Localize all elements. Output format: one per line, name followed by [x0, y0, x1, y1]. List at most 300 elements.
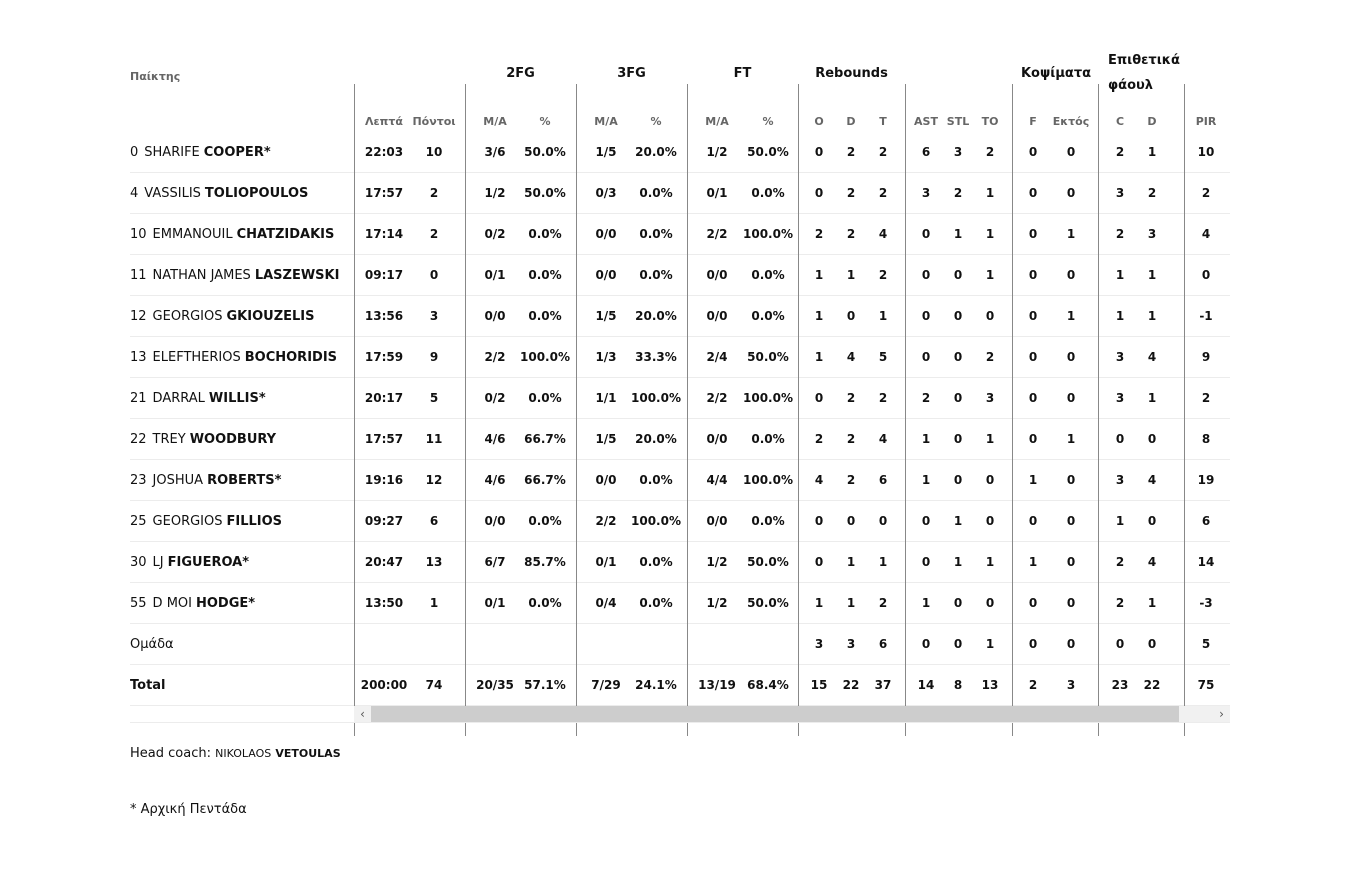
stat-ft-made-attempted: 0/0: [706, 309, 728, 323]
stat-turnovers: 2: [985, 145, 995, 159]
stat-fg2-made-attempted: 3/6: [484, 145, 506, 159]
stat-fg2-percent: 85.7%: [524, 555, 566, 569]
stat-steals: 0: [953, 268, 963, 282]
player-first-name: GEORGIOS: [152, 513, 223, 529]
stat-blocks-against: 0: [1066, 514, 1076, 528]
column-header-ft-made-attempted: M/A: [705, 115, 729, 128]
player-name[interactable]: [130, 583, 255, 623]
stat-fouls-drawn: 1: [1147, 268, 1157, 282]
stat-assists: 0: [921, 555, 931, 569]
stat-blocks-for: 0: [1028, 514, 1038, 528]
stat-fg3-percent: 100.0%: [631, 514, 681, 528]
stat-reb-total: 0: [878, 514, 888, 528]
stat-fouls-drawn: 22: [1143, 678, 1161, 692]
stat-fg2-made-attempted: 0/1: [484, 596, 506, 610]
player-row: [130, 255, 1230, 296]
stat-blocks-for: 1: [1028, 473, 1038, 487]
stat-minutes: 22:03: [364, 145, 404, 159]
stat-fg2-percent: 0.0%: [528, 268, 562, 282]
stat-fg3-made-attempted: 0/3: [595, 186, 617, 200]
column-header-reb-offensive: O: [814, 115, 824, 128]
stat-steals: 0: [953, 473, 963, 487]
column-divider: [1184, 84, 1185, 736]
stat-steals: 0: [953, 432, 963, 446]
stat-reb-offensive: 0: [814, 186, 824, 200]
stat-fouls-drawn: 3: [1147, 227, 1157, 241]
stat-fouls-drawn: 0: [1147, 637, 1157, 651]
stat-assists: 0: [921, 309, 931, 323]
stat-fouls-committed: 1: [1115, 514, 1125, 528]
stat-ft-percent: 50.0%: [747, 350, 789, 364]
stat-blocks-for: 0: [1028, 596, 1038, 610]
column-divider: [354, 84, 355, 736]
stat-steals: 0: [953, 596, 963, 610]
player-row: [130, 460, 1230, 501]
stat-reb-defensive: 1: [846, 555, 856, 569]
stat-turnovers: 1: [985, 555, 995, 569]
column-header-fouls-committed: C: [1115, 115, 1125, 128]
player-name[interactable]: [130, 378, 266, 418]
player-number: 25: [130, 513, 147, 529]
stat-reb-total: 2: [878, 596, 888, 610]
stat-ft-made-attempted: 13/19: [698, 678, 736, 692]
stat-fouls-committed: 2: [1115, 596, 1125, 610]
stat-points: 6: [429, 514, 439, 528]
stat-fouls-committed: 3: [1115, 473, 1125, 487]
player-name[interactable]: [130, 255, 339, 295]
stat-ft-made-attempted: 0/1: [706, 186, 728, 200]
player-last-name: TOLIOPOULOS: [204, 185, 309, 201]
stat-fouls-drawn: 4: [1147, 473, 1157, 487]
group-blocks: Κοψίματα: [1020, 65, 1092, 81]
column-header-fg3-made-attempted: M/A: [594, 115, 618, 128]
player-first-name: GEORGIOS: [152, 308, 223, 324]
stat-fouls-drawn: 1: [1147, 596, 1157, 610]
column-header-blocks-against: Εκτός: [1052, 115, 1090, 128]
player-last-name: GKIOUZELIS: [226, 308, 315, 324]
player-last-name: FIGUEROA*: [167, 554, 250, 570]
column-divider: [576, 84, 577, 736]
stat-blocks-for: 0: [1028, 637, 1038, 651]
stat-minutes: 13:50: [364, 596, 404, 610]
table-bottom-divider: [130, 722, 1230, 723]
player-row: [130, 173, 1230, 214]
player-row: [130, 583, 1230, 624]
stat-ft-made-attempted: 0/0: [706, 514, 728, 528]
stat-ft-percent: 50.0%: [747, 596, 789, 610]
stat-blocks-for: 0: [1028, 268, 1038, 282]
player-last-name: LASZEWSKI: [254, 267, 340, 283]
stat-points: [404, 624, 464, 664]
total-label: Total: [130, 677, 166, 693]
stat-fouls-committed: 2: [1115, 227, 1125, 241]
stat-blocks-against: 0: [1066, 350, 1076, 364]
stat-ft-made-attempted: 2/2: [706, 391, 728, 405]
stat-turnovers: 13: [981, 678, 999, 692]
team-row: [130, 624, 1230, 665]
stat-minutes: 13:56: [364, 309, 404, 323]
player-first-name: VASSILIS: [144, 185, 201, 201]
stat-turnovers: 1: [985, 186, 995, 200]
stat-fg3-percent: 20.0%: [635, 432, 677, 446]
player-name[interactable]: [130, 173, 308, 213]
player-last-name: CHATZIDAKIS: [236, 226, 335, 242]
player-first-name: DARRAL: [152, 390, 205, 406]
stat-ft-made-attempted: 1/2: [706, 596, 728, 610]
stat-fg3-percent: [626, 624, 686, 664]
stat-reb-defensive: 2: [846, 145, 856, 159]
stat-turnovers: 0: [985, 473, 995, 487]
stat-steals: 0: [953, 309, 963, 323]
stat-assists: 0: [921, 268, 931, 282]
stat-reb-total: 6: [878, 637, 888, 651]
stat-assists: 2: [921, 391, 931, 405]
stat-points: 12: [425, 473, 443, 487]
stat-points: 0: [429, 268, 439, 282]
column-divider: [798, 84, 799, 736]
player-row: [130, 501, 1230, 542]
stat-points: 11: [425, 432, 443, 446]
stat-pir: 14: [1197, 555, 1215, 569]
column-header-minutes: Λεπτά: [365, 115, 403, 128]
stat-reb-defensive: 22: [842, 678, 860, 692]
player-number: 12: [130, 308, 147, 324]
stat-blocks-against: 1: [1066, 227, 1076, 241]
column-divider: [1012, 84, 1013, 736]
stat-blocks-against: 0: [1066, 555, 1076, 569]
stat-fg2-percent: 0.0%: [528, 596, 562, 610]
stat-reb-offensive: 15: [810, 678, 828, 692]
stat-points: 2: [429, 227, 439, 241]
stat-assists: 1: [921, 473, 931, 487]
stat-fg3-percent: 33.3%: [635, 350, 677, 364]
stat-blocks-for: 0: [1028, 186, 1038, 200]
stat-fg2-percent: 66.7%: [524, 432, 566, 446]
stat-reb-total: 4: [878, 227, 888, 241]
stat-fg2-made-attempted: 4/6: [484, 473, 506, 487]
stat-minutes: 17:57: [364, 432, 404, 446]
stat-fg2-made-attempted: 2/2: [484, 350, 506, 364]
stat-pir: 2: [1201, 186, 1211, 200]
stat-fg3-made-attempted: 1/3: [595, 350, 617, 364]
column-header-ft-percent: %: [762, 115, 774, 128]
player-name[interactable]: [130, 542, 249, 582]
player-row: [130, 337, 1230, 378]
stat-blocks-for: 1: [1028, 555, 1038, 569]
player-row: [130, 419, 1230, 460]
stat-fg3-percent: 20.0%: [635, 145, 677, 159]
stat-reb-total: 1: [878, 309, 888, 323]
player-last-name: HODGE*: [195, 595, 256, 611]
stat-blocks-for: 0: [1028, 227, 1038, 241]
player-first-name: SHARIFE: [144, 144, 200, 160]
stat-steals: 0: [953, 391, 963, 405]
stat-points: 10: [425, 145, 443, 159]
player-last-name: BOCHORIDIS: [244, 349, 338, 365]
stat-reb-offensive: 0: [814, 555, 824, 569]
stat-minutes: 17:14: [364, 227, 404, 241]
player-row: [130, 296, 1230, 337]
stat-fg2-made-attempted: 0/0: [484, 309, 506, 323]
column-header-players: Παίκτης: [130, 70, 181, 83]
stat-blocks-against: 1: [1066, 432, 1076, 446]
stat-reb-total: 4: [878, 432, 888, 446]
stat-pir: 9: [1201, 350, 1211, 364]
total-row: [130, 665, 1230, 706]
stat-reb-offensive: 1: [814, 309, 824, 323]
stat-fg2-made-attempted: 0/1: [484, 268, 506, 282]
stat-ft-percent: 0.0%: [751, 268, 785, 282]
stat-blocks-against: 0: [1066, 268, 1076, 282]
player-name[interactable]: [130, 296, 314, 336]
stat-assists: 0: [921, 637, 931, 651]
stat-reb-defensive: 2: [846, 473, 856, 487]
stat-pir: 4: [1201, 227, 1211, 241]
stat-fouls-committed: 2: [1115, 555, 1125, 569]
stat-ft-made-attempted: 0/0: [706, 268, 728, 282]
column-header-fg2-made-attempted: M/A: [483, 115, 507, 128]
stat-pir: 75: [1197, 678, 1215, 692]
stat-fouls-drawn: 0: [1147, 432, 1157, 446]
stat-fg3-percent: 0.0%: [639, 555, 673, 569]
stat-fg2-made-attempted: 6/7: [484, 555, 506, 569]
stat-points: 74: [425, 678, 443, 692]
team-label: Ομάδα: [130, 636, 174, 652]
column-header-fg3-percent: %: [650, 115, 662, 128]
stat-reb-total: 5: [878, 350, 888, 364]
stat-fouls-committed: 2: [1115, 145, 1125, 159]
boxscore-table: [130, 50, 1230, 721]
group-2fg: 2FG: [506, 65, 535, 81]
player-first-name: LJ: [152, 554, 164, 570]
stat-reb-offensive: 2: [814, 227, 824, 241]
player-row: [130, 542, 1230, 583]
stat-reb-offensive: 4: [814, 473, 824, 487]
player-name[interactable]: [130, 419, 276, 459]
scroll-right-icon[interactable]: ›: [1219, 707, 1224, 721]
player-name[interactable]: [130, 501, 282, 541]
stat-reb-total: 2: [878, 268, 888, 282]
stat-reb-offensive: 0: [814, 391, 824, 405]
stat-reb-total: 1: [878, 555, 888, 569]
column-header-steals: STL: [946, 115, 970, 128]
stat-ft-made-attempted: 0/0: [706, 432, 728, 446]
stat-fouls-committed: 0: [1115, 637, 1125, 651]
column-header-points: Πόντοι: [412, 115, 456, 128]
stat-steals: 2: [953, 186, 963, 200]
stat-fouls-committed: 23: [1111, 678, 1129, 692]
stat-steals: 3: [953, 145, 963, 159]
stat-fouls-committed: 1: [1115, 268, 1125, 282]
stat-reb-defensive: 2: [846, 186, 856, 200]
player-number: 23: [130, 472, 147, 488]
group-3fg: 3FG: [617, 65, 646, 81]
column-header-blocks-for: F: [1029, 115, 1037, 128]
player-first-name: JOSHUA: [152, 472, 204, 488]
stat-reb-offensive: 2: [814, 432, 824, 446]
group-header-row: [130, 50, 1230, 96]
coach-last-name: VETOULAS: [275, 747, 341, 760]
head-coach: [130, 746, 341, 761]
stat-fg2-made-attempted: 20/35: [476, 678, 514, 692]
stat-reb-defensive: 0: [846, 514, 856, 528]
stat-fg2-made-attempted: 0/2: [484, 227, 506, 241]
player-row: [130, 214, 1230, 255]
stat-fg3-made-attempted: 1/5: [595, 432, 617, 446]
player-name[interactable]: [130, 214, 334, 254]
stat-fouls-committed: 1: [1115, 309, 1125, 323]
stat-blocks-for: 0: [1028, 145, 1038, 159]
stat-fg3-percent: 20.0%: [635, 309, 677, 323]
stat-fg3-percent: 0.0%: [639, 268, 673, 282]
stat-assists: 0: [921, 350, 931, 364]
player-number: 22: [130, 431, 147, 447]
stat-fouls-drawn: 2: [1147, 186, 1157, 200]
stat-fg3-made-attempted: 1/5: [595, 145, 617, 159]
stat-blocks-against: 0: [1066, 473, 1076, 487]
player-row: [130, 378, 1230, 419]
player-number: 55: [130, 595, 147, 611]
stat-fouls-drawn: 1: [1147, 391, 1157, 405]
stat-pir: -1: [1199, 309, 1213, 323]
stat-reb-defensive: 2: [846, 227, 856, 241]
player-first-name: TREY: [152, 431, 186, 447]
coach-label: Head coach:: [130, 746, 211, 761]
stat-assists: 1: [921, 596, 931, 610]
stat-points: 1: [429, 596, 439, 610]
stat-assists: 0: [921, 514, 931, 528]
stat-turnovers: 1: [985, 227, 995, 241]
player-number: 21: [130, 390, 147, 406]
stat-turnovers: 3: [985, 391, 995, 405]
stat-ft-percent: 0.0%: [751, 186, 785, 200]
column-header-reb-total: T: [879, 115, 887, 128]
stat-reb-defensive: 2: [846, 432, 856, 446]
stat-turnovers: 1: [985, 432, 995, 446]
stat-fg2-percent: 0.0%: [528, 514, 562, 528]
stat-fg3-percent: 0.0%: [639, 186, 673, 200]
stat-fouls-drawn: 4: [1147, 350, 1157, 364]
stat-minutes: 200:00: [360, 678, 408, 692]
player-number: 4: [130, 185, 139, 201]
stat-pir: -3: [1199, 596, 1213, 610]
stat-reb-total: 6: [878, 473, 888, 487]
group-offensive-fouls: [1098, 50, 1194, 96]
stat-points: 13: [425, 555, 443, 569]
stat-turnovers: 2: [985, 350, 995, 364]
stat-reb-offensive: 1: [814, 268, 824, 282]
stat-fg2-percent: 0.0%: [528, 227, 562, 241]
stat-fg3-percent: 0.0%: [639, 473, 673, 487]
stat-ft-percent: 100.0%: [743, 391, 793, 405]
stat-steals: 1: [953, 514, 963, 528]
stat-ft-made-attempted: 2/4: [706, 350, 728, 364]
stat-pir: 10: [1197, 145, 1215, 159]
stat-turnovers: 1: [985, 637, 995, 651]
stat-blocks-for: 0: [1028, 432, 1038, 446]
group-fouls-line2: φάουλ: [1108, 78, 1154, 93]
column-header-turnovers: TO: [981, 115, 999, 128]
stat-ft-percent: 0.0%: [751, 514, 785, 528]
stat-ft-percent: 100.0%: [743, 227, 793, 241]
player-first-name: EMMANOUIL: [152, 226, 233, 242]
stat-reb-offensive: 1: [814, 596, 824, 610]
stat-fouls-drawn: 4: [1147, 555, 1157, 569]
horizontal-scrollbar[interactable]: [354, 706, 1230, 722]
stat-reb-defensive: 3: [846, 637, 856, 651]
stat-blocks-for: 0: [1028, 309, 1038, 323]
stat-points: 9: [429, 350, 439, 364]
column-divider: [905, 84, 906, 736]
stat-fg2-percent: 50.0%: [524, 186, 566, 200]
stat-turnovers: 0: [985, 596, 995, 610]
stat-assists: 0: [921, 227, 931, 241]
stat-pir: 5: [1201, 637, 1211, 651]
stat-fg3-made-attempted: 0/1: [595, 555, 617, 569]
player-name[interactable]: [130, 132, 271, 172]
column-divider: [1098, 84, 1099, 736]
player-name[interactable]: [130, 460, 281, 500]
player-number: 13: [130, 349, 147, 365]
stat-ft-made-attempted: 1/2: [706, 555, 728, 569]
stat-steals: 0: [953, 350, 963, 364]
stat-ft-percent: 0.0%: [751, 309, 785, 323]
stat-steals: 1: [953, 227, 963, 241]
stat-fg3-made-attempted: 1/5: [595, 309, 617, 323]
stat-blocks-for: 0: [1028, 350, 1038, 364]
stat-blocks-against: 0: [1066, 596, 1076, 610]
stat-points: 2: [429, 186, 439, 200]
stat-fg2-made-attempted: 1/2: [484, 186, 506, 200]
stat-turnovers: 1: [985, 268, 995, 282]
stat-minutes: 17:57: [364, 186, 404, 200]
player-name[interactable]: [130, 337, 337, 377]
column-divider: [687, 84, 688, 736]
stat-minutes: 09:17: [364, 268, 404, 282]
column-header-pir: PIR: [1195, 115, 1217, 128]
player-number: 30: [130, 554, 147, 570]
player-last-name: COOPER*: [203, 144, 271, 160]
group-ft: FT: [733, 65, 752, 81]
stat-blocks-against: 0: [1066, 186, 1076, 200]
stat-fg3-made-attempted: 0/4: [595, 596, 617, 610]
stat-minutes: 09:27: [364, 514, 404, 528]
column-divider: [465, 84, 466, 736]
stat-fg2-made-attempted: 0/2: [484, 391, 506, 405]
stat-fg3-made-attempted: 0/0: [595, 227, 617, 241]
stat-turnovers: 0: [985, 309, 995, 323]
stat-blocks-against: 3: [1066, 678, 1076, 692]
stat-minutes: 20:47: [364, 555, 404, 569]
stat-fg2-percent: 66.7%: [524, 473, 566, 487]
stat-pir: 2: [1201, 391, 1211, 405]
stat-reb-offensive: 1: [814, 350, 824, 364]
scrollbar-thumb[interactable]: [371, 706, 1179, 722]
scroll-left-icon[interactable]: ‹: [360, 707, 365, 721]
stat-pir: 8: [1201, 432, 1211, 446]
stat-steals: 1: [953, 555, 963, 569]
stat-fouls-drawn: 1: [1147, 309, 1157, 323]
stat-blocks-for: 2: [1028, 678, 1038, 692]
stat-reb-total: 2: [878, 186, 888, 200]
stat-reb-defensive: 2: [846, 391, 856, 405]
stat-fg3-made-attempted: 7/29: [591, 678, 621, 692]
player-first-name: D MOI: [152, 595, 192, 611]
stat-fg3-percent: 0.0%: [639, 227, 673, 241]
player-number: 10: [130, 226, 147, 242]
stat-fg2-percent: [515, 624, 575, 664]
stat-blocks-for: 0: [1028, 391, 1038, 405]
